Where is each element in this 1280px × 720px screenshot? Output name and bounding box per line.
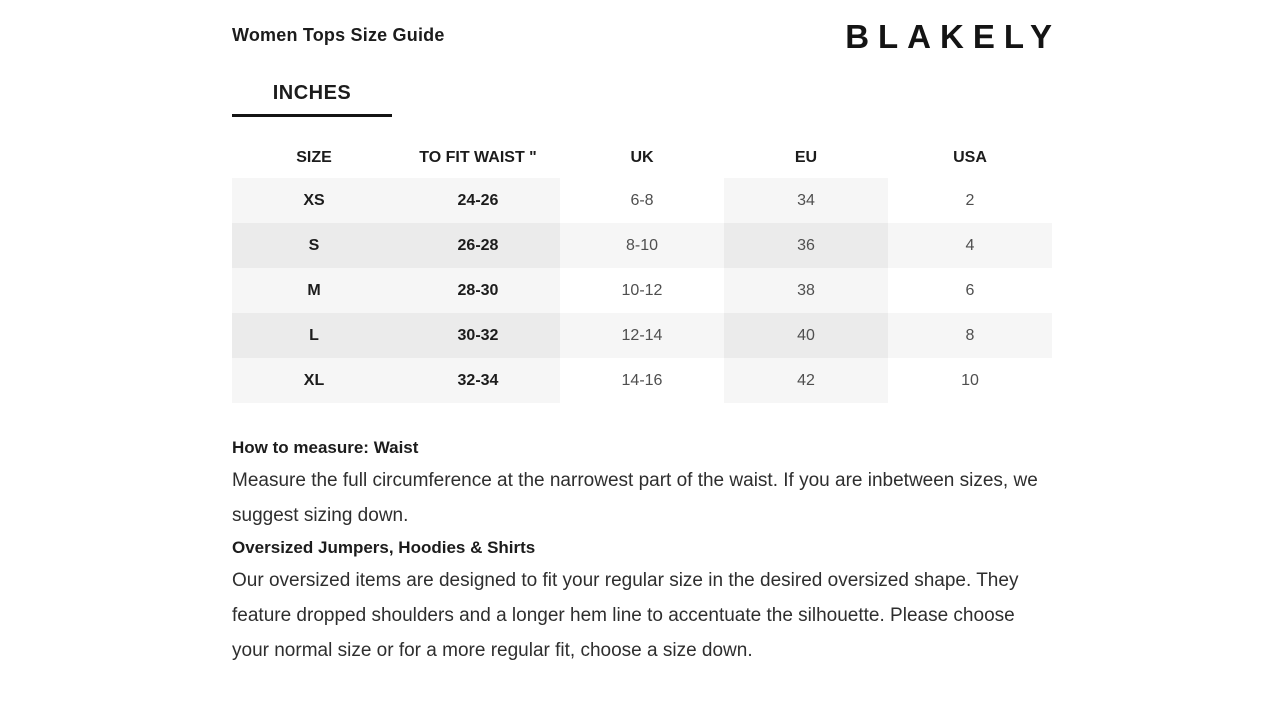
cell-uk: 8-10 xyxy=(560,223,724,268)
brand-logo: BLAKELY xyxy=(845,18,1061,55)
column-header-usa: USA xyxy=(888,137,1052,178)
cell-usa: 8 xyxy=(888,313,1052,358)
cell-eu: 38 xyxy=(724,268,888,313)
tab-inches[interactable]: INCHES xyxy=(232,83,392,117)
cell-usa: 4 xyxy=(888,223,1052,268)
cell-uk: 12-14 xyxy=(560,313,724,358)
cell-waist: 32-34 xyxy=(396,358,560,403)
cell-waist: 24-26 xyxy=(396,178,560,223)
table-row-xl xyxy=(232,358,1052,403)
cell-usa: 6 xyxy=(888,268,1052,313)
column-header-uk: UK xyxy=(560,137,724,178)
cell-eu: 42 xyxy=(724,358,888,403)
cell-size: L xyxy=(232,313,396,358)
cell-eu: 36 xyxy=(724,223,888,268)
column-header-waist: TO FIT WAIST " xyxy=(396,137,560,178)
cell-eu: 40 xyxy=(724,313,888,358)
cell-usa: 2 xyxy=(888,178,1052,223)
note-heading-measure: How to measure: Waist xyxy=(232,438,419,457)
cell-size: XS xyxy=(232,178,396,223)
cell-eu: 34 xyxy=(724,178,888,223)
note-body-oversized: Our oversized items are designed to fit your regular size in the desired oversized shape. They feature dropped shoulders and a longer hem line to accentuate the silhouette. Please choose your normal size or for a more regular fit, choose a size down. xyxy=(232,570,1019,661)
cell-waist: 28-30 xyxy=(396,268,560,313)
size-table xyxy=(232,137,1052,403)
cell-size: M xyxy=(232,268,396,313)
page-title: Women Tops Size Guide xyxy=(232,25,445,45)
table-header-row xyxy=(232,137,1052,178)
cell-usa: 10 xyxy=(888,358,1052,403)
table-row-s xyxy=(232,223,1052,268)
notes-section xyxy=(232,433,1052,668)
column-header-size: SIZE xyxy=(232,137,396,178)
cell-uk: 10-12 xyxy=(560,268,724,313)
cell-size: S xyxy=(232,223,396,268)
note-heading-oversized: Oversized Jumpers, Hoodies & Shirts xyxy=(232,538,536,557)
cell-uk: 6-8 xyxy=(560,178,724,223)
table-row-l xyxy=(232,313,1052,358)
note-body-measure: Measure the full circumference at the narrowest part of the waist. If you are inbetween sizes, we suggest sizing down. xyxy=(232,470,1038,526)
cell-waist: 26-28 xyxy=(396,223,560,268)
cell-size: XL xyxy=(232,358,396,403)
column-header-eu: EU xyxy=(724,137,888,178)
header xyxy=(232,18,1061,55)
table-row-m xyxy=(232,268,1052,313)
cell-uk: 14-16 xyxy=(560,358,724,403)
table-row-xs xyxy=(232,178,1052,223)
cell-waist: 30-32 xyxy=(396,313,560,358)
